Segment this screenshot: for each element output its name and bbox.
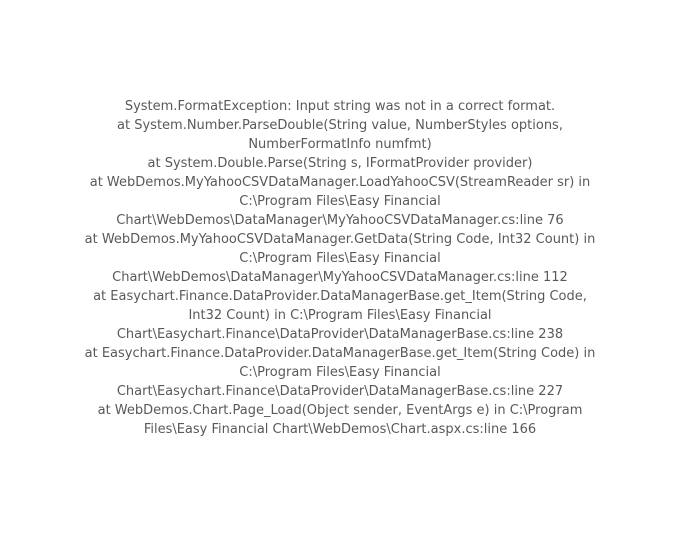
stack-trace-line-14: at Easychart.Finance.DataProvider.DataManagerBase.get_Item(String Code) in	[84, 346, 596, 361]
stack-trace-line-7: Chart\WebDemos\DataManager\MyYahooCSVDataManager.cs:line 76	[116, 213, 564, 228]
stack-trace-line-16: Chart\Easychart.Finance\DataProvider\DataManagerBase.cs:line 227	[116, 384, 564, 399]
stack-trace-line-9: C:\Program Files\Easy Financial	[239, 251, 441, 266]
stack-trace-line-4: at System.Double.Parse(String s, IFormatProvider provider)	[147, 156, 533, 171]
stack-trace-line-10: Chart\WebDemos\DataManager\MyYahooCSVDataManager.cs:line 112	[112, 270, 568, 285]
stack-trace-line-8: at WebDemos.MyYahooCSVDataManager.GetData(String Code, Int32 Count) in	[84, 232, 596, 247]
stack-trace-line-13: Chart\Easychart.Finance\DataProvider\DataManagerBase.cs:line 238	[116, 327, 564, 342]
stack-trace-line-2: at System.Number.ParseDouble(String value, NumberStyles options,	[117, 118, 563, 133]
stack-trace-line-17: at WebDemos.Chart.Page_Load(Object sender, EventArgs e) in C:\Program	[97, 403, 583, 418]
stack-trace-line-15: C:\Program Files\Easy Financial	[239, 365, 441, 380]
stack-trace-line-5: at WebDemos.MyYahooCSVDataManager.LoadYahooCSV(StreamReader sr) in	[89, 175, 591, 190]
exception-stack-trace	[14, 97, 666, 439]
stack-trace-line-11: at Easychart.Finance.DataProvider.DataManagerBase.get_Item(String Code,	[93, 289, 587, 304]
stack-trace-line-6: C:\Program Files\Easy Financial	[239, 194, 441, 209]
stack-trace-line-18: Files\Easy Financial Chart\WebDemos\Chart.aspx.cs:line 166	[143, 422, 537, 437]
stack-trace-line-12: Int32 Count) in C:\Program Files\Easy Financial	[188, 308, 492, 323]
stack-trace-line-1: System.FormatException: Input string was not in a correct format.	[124, 99, 556, 114]
stack-trace-line-3: NumberFormatInfo numfmt)	[248, 137, 432, 152]
